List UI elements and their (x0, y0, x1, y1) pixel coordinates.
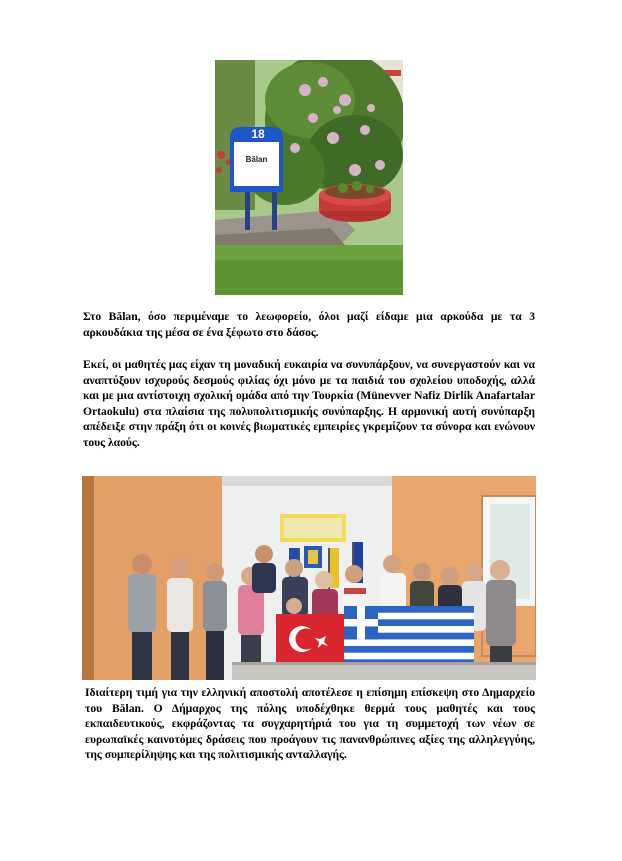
paragraph-town-hall-visit: Ιδιαίτερη τιμή για την ελληνική αποστολή αποτέλεσε η επίσημη επίσκεψη στο Δημαρχείο του Bălan. Ο Δήμαρχος της πόλης υποδέχθηκε θερμά τους μαθητές και τους εκπαιδευτικούς, εκφράζοντας τα συγχαρητήριά του για τη συμμετοχή των νέων σε ευρωπαϊκές καινοτόμες δράσεις που προάγουν τις πανανθρώπινες αξίες της αλληλεγγύης, της συμπερίληψης και της πολιτισμικής ανταλλαγής. (85, 686, 535, 762)
town-sign-photo (215, 60, 403, 295)
paragraph-students-cooperation: Εκεί, οι μαθητές μας είχαν τη μοναδική ευκαιρία να συνυπάρξουν, να συνεργαστούν και να αναπτύξουν ισχυρούς δεσμούς φιλίας όχι μόνο με τα παιδιά του σχολείου υποδοχής, αλλά και με μια αντίστοιχη σχολική ομάδα από την Τουρκία (Münevver Nafiz Dirlik Anafartalar Ortaokulu) στα πλαίσια της πολυπολιτισμικής συνύπαρξης. Η αρμονική αυτή συνύπαρξη απέδειξε στην πράξη ότι οι κοινές βιωματικές εμπειρίες γκρεμίζουν τα σύνορα και ενώνουν τους λαούς. (83, 358, 535, 449)
sign-number: 18 (251, 127, 265, 141)
group-photo (82, 476, 536, 680)
sign-label: Bălan (245, 155, 268, 164)
paragraph-bear-sighting: Στο Bălan, όσο περιμέναμε το λεωφορείο, όλοι μαζί είδαμε μια αρκούδα με τα 3 αρκουδάκια της μέσα σε ένα ξέφωτο στο δάσος. (83, 310, 535, 339)
